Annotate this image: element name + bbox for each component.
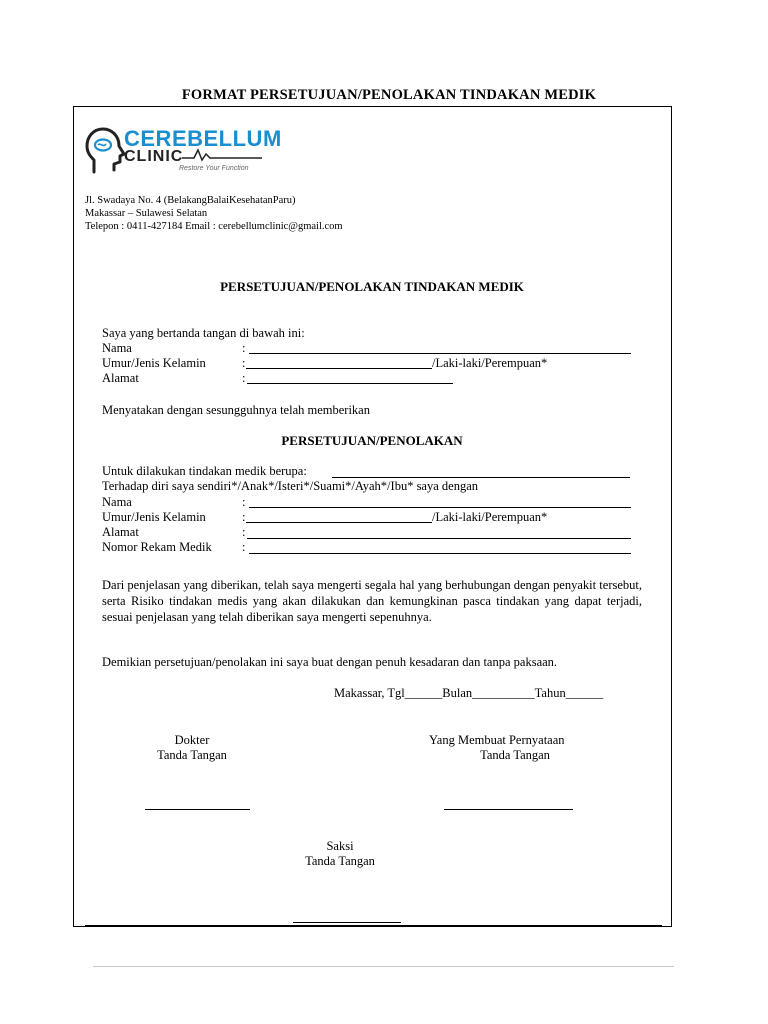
pulse-line-icon	[182, 148, 262, 162]
doctor-signature-line[interactable]	[145, 809, 250, 810]
declare-text: Menyatakan dengan sesungguhnya telah memberikan	[102, 403, 370, 417]
patient-name-input-line[interactable]	[249, 507, 631, 508]
declarant-title: Yang Membuat Pernyataan	[429, 733, 565, 747]
name-input-line[interactable]	[249, 353, 631, 354]
name-label: Nama	[102, 341, 132, 355]
document-title: FORMAT PERSETUJUAN/PENOLAKAN TINDAKAN MEDIK	[181, 87, 597, 103]
place-date-line: Makassar, Tgl______Bulan__________Tahun______	[334, 686, 604, 700]
address-line-3: Telepon : 0411-427184 Email : cerebellumclinic@gmail.com	[85, 221, 343, 232]
logo-tagline: Restore Your Function	[179, 165, 249, 172]
procedure-label: Untuk dilakukan tindakan medik berupa:	[102, 464, 307, 478]
bottom-form-line	[85, 925, 662, 926]
logo-sub-text: CLINIC	[124, 148, 184, 165]
procedure-input-line[interactable]	[332, 477, 630, 478]
explanation-paragraph: Dari penjelasan yang diberikan, telah saya mengerti segala hal yang berhubungan dengan penyakit tersebut, serta Risiko tindakan medis yang akan dilakukan dan kemungkinan pasca tindakan yang dapat terjadi, sesuai penjelasan yang telah diberikan saya mengerti sepenuhnya.	[102, 578, 642, 624]
clinic-logo	[84, 126, 282, 178]
medical-record-label: Nomor Rekam Medik	[102, 540, 212, 554]
address-input-line[interactable]	[247, 383, 453, 384]
doctor-sign-label: Tanda Tangan	[157, 748, 227, 762]
doctor-title: Dokter	[174, 733, 210, 747]
age-gender-label: Umur/Jenis Kelamin	[102, 356, 206, 370]
gender-options: /Laki-laki/Perempuan*	[432, 356, 548, 370]
colon: :	[242, 540, 246, 554]
declarant-sign-label: Tanda Tangan	[480, 748, 550, 762]
patient-gender-options: /Laki-laki/Perempuan*	[432, 510, 548, 524]
colon: :	[242, 510, 246, 524]
declarant-signature-line[interactable]	[444, 809, 573, 810]
colon: :	[242, 341, 246, 355]
address-label: Alamat	[102, 371, 139, 385]
head-brain-icon	[84, 126, 128, 176]
relation-text: Terhadap diri saya sendiri*/Anak*/Isteri*/Suami*/Ayah*/Ibu* saya dengan	[102, 479, 479, 493]
patient-name-label: Nama	[102, 495, 132, 509]
address-line-2: Makassar – Sulawesi Selatan	[85, 208, 208, 219]
medical-record-input-line[interactable]	[249, 553, 631, 554]
witness-signature-line[interactable]	[293, 922, 401, 923]
patient-address-input-line[interactable]	[247, 538, 631, 539]
witness-title: Saksi	[326, 839, 354, 853]
intro-text: Saya yang bertanda tangan di bawah ini:	[102, 326, 305, 340]
colon: :	[242, 371, 246, 385]
witness-sign-label: Tanda Tangan	[305, 854, 375, 868]
page-footer-divider	[93, 966, 674, 967]
colon: :	[242, 495, 246, 509]
patient-address-label: Alamat	[102, 525, 139, 539]
closing-text: Demikian persetujuan/penolakan ini saya buat dengan penuh kesadaran dan tanpa paksaan.	[102, 655, 558, 669]
form-title: PERSETUJUAN/PENOLAKAN TINDAKAN MEDIK	[220, 279, 524, 294]
age-input-line[interactable]	[246, 368, 432, 369]
logo-brand-text: CEREBELLUM	[124, 126, 282, 151]
patient-age-input-line[interactable]	[246, 522, 432, 523]
colon: :	[242, 356, 246, 370]
colon: :	[242, 525, 246, 539]
patient-age-gender-label: Umur/Jenis Kelamin	[102, 510, 206, 524]
address-line-1: Jl. Swadaya No. 4 (BelakangBalaiKesehatanParu)	[85, 195, 296, 206]
consent-title: PERSETUJUAN/PENOLAKAN	[281, 433, 463, 448]
